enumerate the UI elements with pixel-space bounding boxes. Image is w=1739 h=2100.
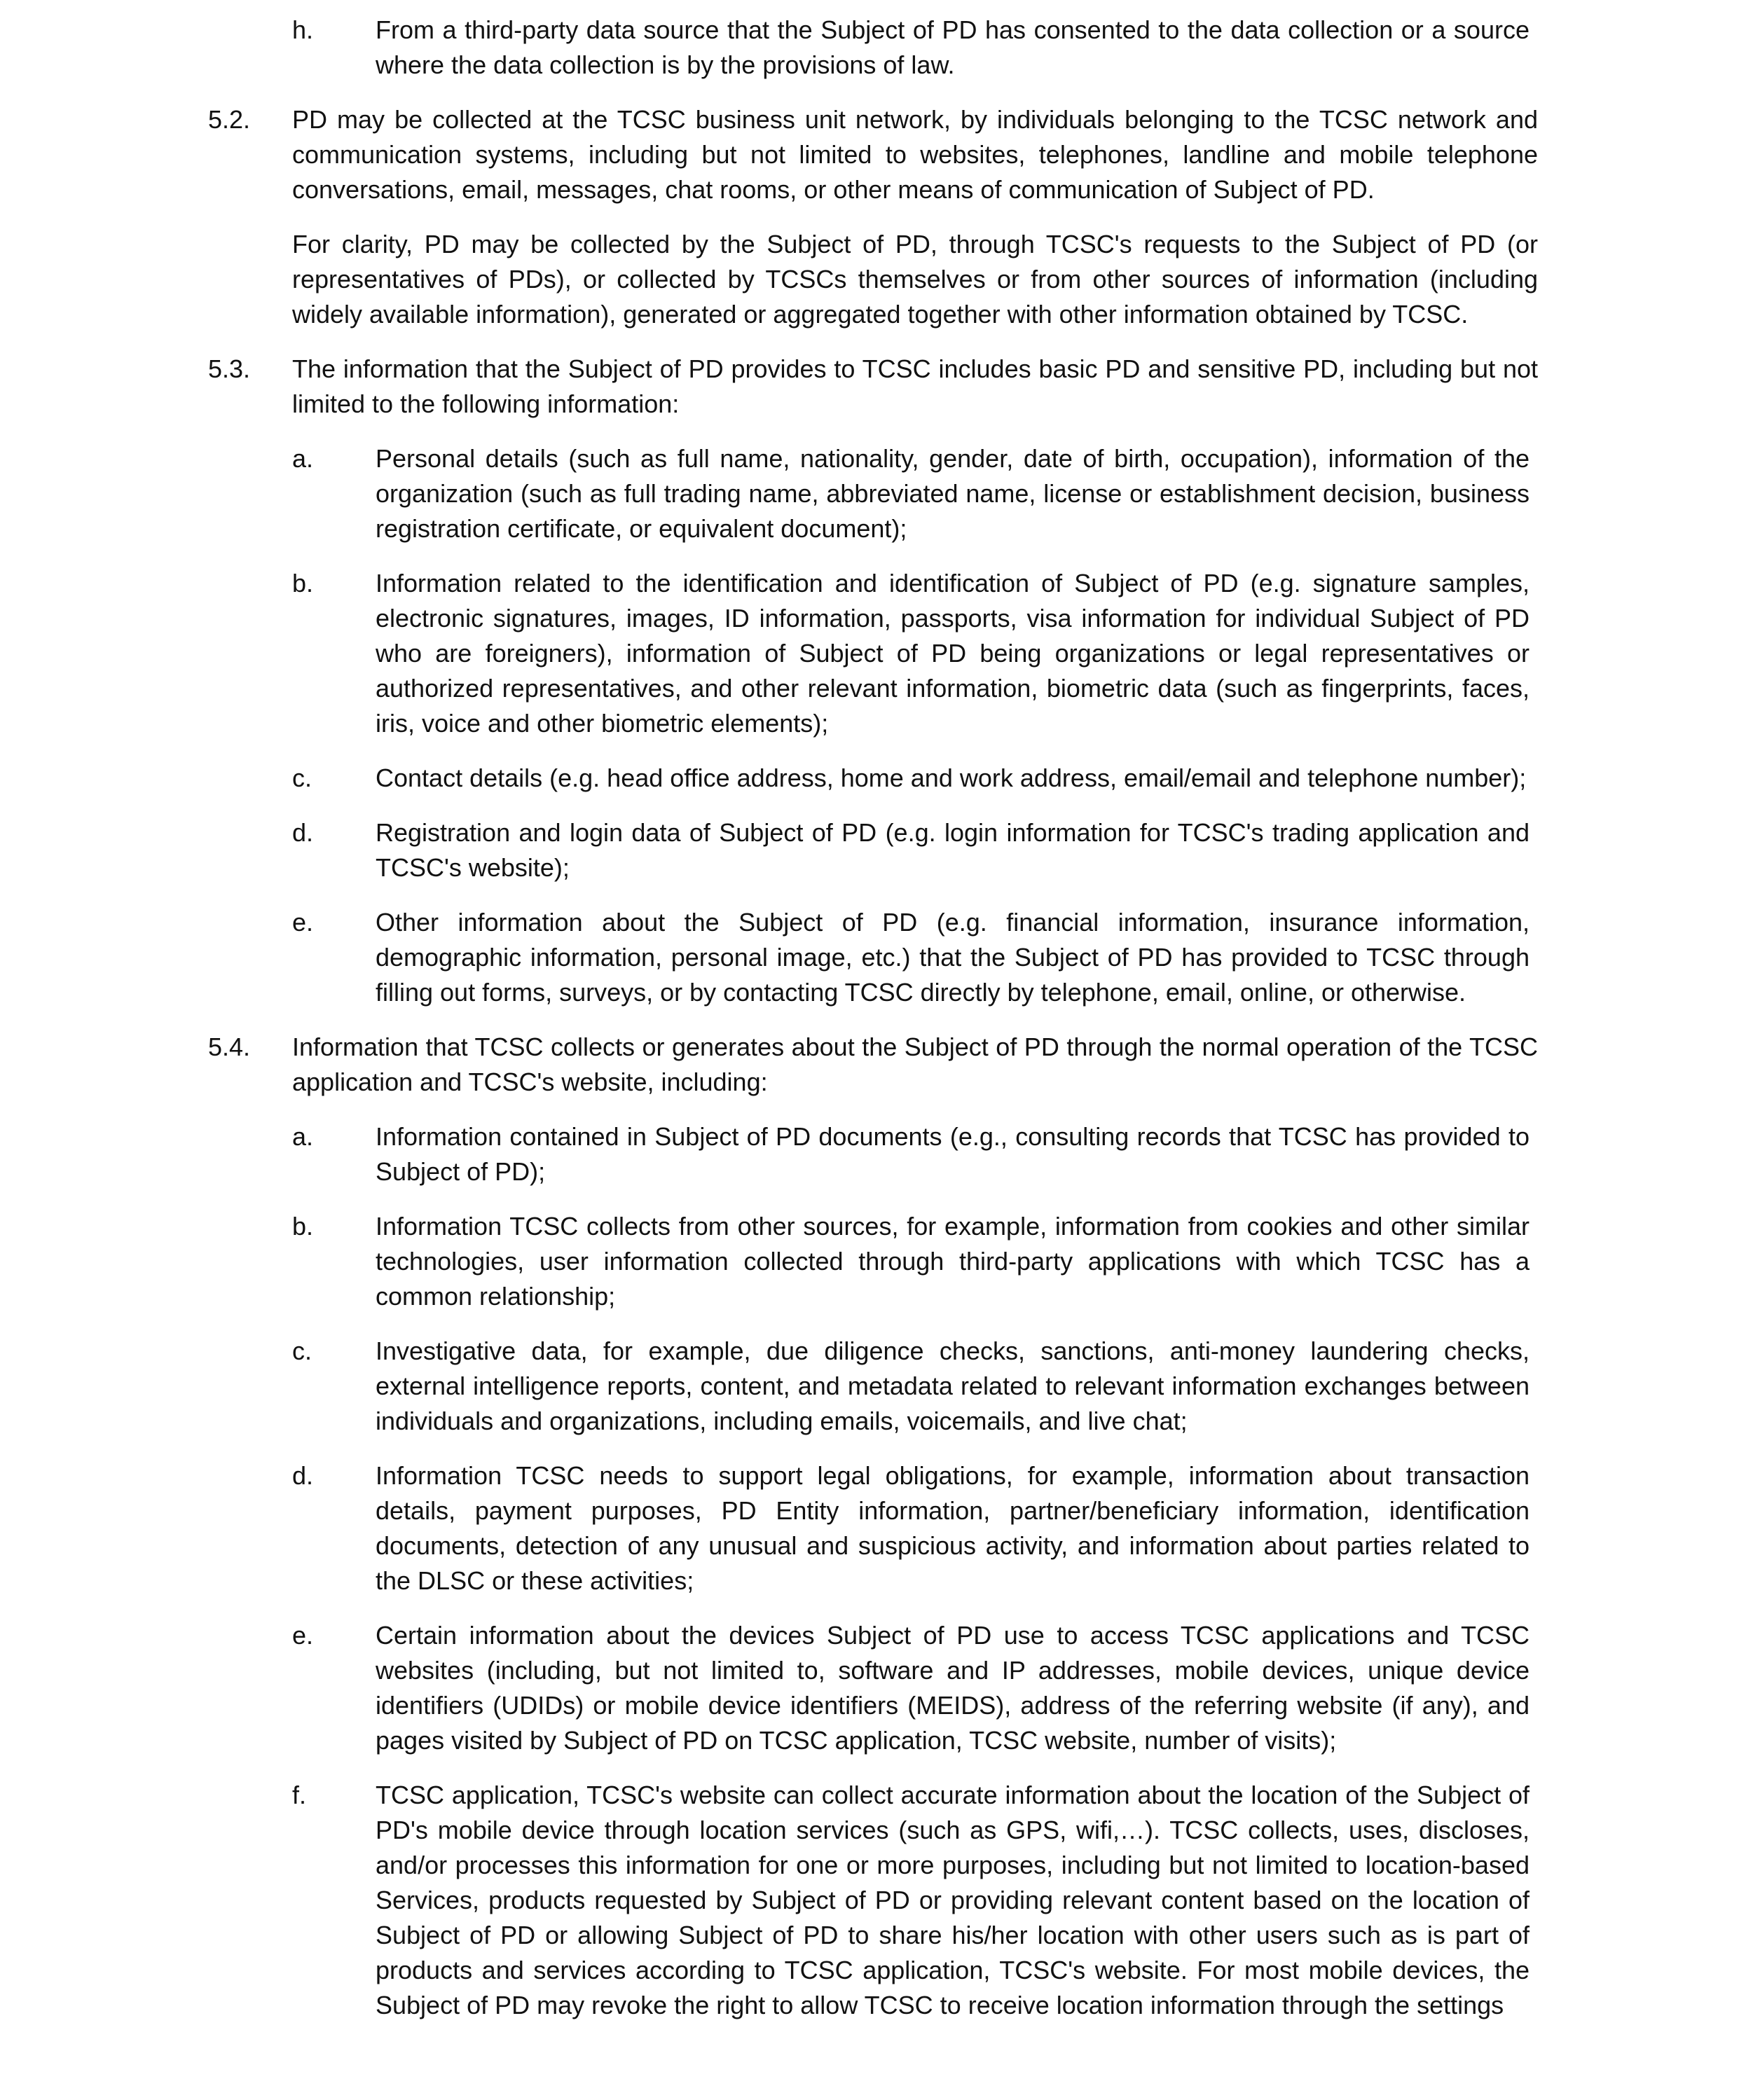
item-letter: f. (292, 1781, 307, 1809)
item-text: Certain information about the devices Subject of PD use to access TCSC applications and TCSC websites (including, but not limited to, software and IP addresses, mobile devices, unique device identifiers (UDIDs) or mobile device identifiers (MEIDS), address of the referring website (if any), and pages visited by Subject of PD on TCSC application, TCSC website, number of visits); (376, 1621, 1530, 1755)
item-text: Investigative data, for example, due diligence checks, sanctions, anti-money laundering checks, external intelligence reports, content, and metadata related to relevant information exchanges between individuals and organizations, including emails, voicemails, and live chat; (376, 1336, 1530, 1435)
paragraph: PD may be collected at the TCSC business unit network, by individuals belonging to the TCSC network and communication systems, including but not limited to websites, telephones, landline and mobile telephone conversations, email, messages, chat rooms, or other means of communication of Subject of PD. (292, 105, 1538, 204)
list-item (292, 905, 1530, 1010)
item-letter: c. (292, 1336, 312, 1365)
item-text: Registration and login data of Subject of PD (e.g. login information for TCSC's trading application and TCSC's website); (376, 818, 1530, 882)
item-text: Information TCSC needs to support legal obligations, for example, information about transaction details, payment purposes, PD Entity information, partner/beneficiary information, identification documents, detection of any unusual and suspicious activity, and information about parties related to the DLSC or these activities; (376, 1461, 1530, 1595)
item-letter: a. (292, 1122, 314, 1151)
list-item (292, 13, 1530, 83)
item-letter: b. (292, 569, 314, 597)
section-number: 5.3. (208, 354, 251, 383)
item-letter: b. (292, 1212, 314, 1241)
item-letter: d. (292, 818, 314, 847)
item-text: Other information about the Subject of PD (e.g. financial information, insurance information, demographic information, personal image, etc.) that the Subject of PD has provided to TCSC through filling out forms, surveys, or by contacting TCSC directly by telephone, email, online, or otherwise. (376, 908, 1530, 1007)
item-text: From a third-party data source that the Subject of PD has consented to the data collection or a source where the data collection is by the provisions of law. (376, 15, 1530, 79)
list-item (292, 1778, 1530, 2023)
section-5-3 (208, 352, 1539, 422)
paragraph: The information that the Subject of PD provides to TCSC includes basic PD and sensitive PD, including but not limited to the following information: (292, 354, 1538, 418)
section-number: 5.4. (208, 1032, 251, 1061)
list-item (292, 761, 1530, 796)
paragraph: For clarity, PD may be collected by the Subject of PD, through TCSC's requests to the Subject of PD (or representatives of PDs), or collected by TCSCs themselves or from other sources of information (including widely available information), generated or aggregated together with other information obtained by TCSC. (292, 230, 1538, 329)
item-text: Personal details (such as full name, nationality, gender, date of birth, occupation), information of the organization (such as full trading name, abbreviated name, license or establishment decision, business registration certificate, or equivalent document); (376, 444, 1530, 543)
list-item (292, 1119, 1530, 1189)
item-text: Information related to the identification and identification of Subject of PD (e.g. signature samples, electronic signatures, images, ID information, passports, visa information for individual Subject of PD who are foreigners), information of Subject of PD being organizations or legal representatives or authorized representatives, and other relevant information, biometric data (such as fingerprints, faces, iris, voice and other biometric elements); (376, 569, 1530, 738)
list-item (292, 1334, 1530, 1439)
list-item (292, 815, 1530, 885)
item-text: TCSC application, TCSC's website can collect accurate information about the location of the Subject of PD's mobile device through location services (such as GPS, wifi,…). TCSC collects, uses, discloses, and/or processes this information for one or more purposes, including but not limited to location-based Services, products requested by Subject of PD or providing relevant content based on the location of Subject of PD or allowing Subject of PD to share his/her location with other users such as is part of products and services according to TCSC application, TCSC's website. For most mobile devices, the Subject of PD may revoke the right to allow TCSC to receive location information through the settings (376, 1781, 1530, 2019)
list-item (292, 566, 1530, 741)
item-letter: h. (292, 15, 314, 44)
item-letter: e. (292, 908, 314, 937)
paragraph: Information that TCSC collects or generates about the Subject of PD through the normal operation of the TCSC application and TCSC's website, including: (292, 1032, 1538, 1096)
section-number: 5.2. (208, 105, 251, 134)
item-letter: c. (292, 764, 312, 792)
section-5-2 (208, 102, 1539, 332)
list-item (292, 1618, 1530, 1758)
item-text: Contact details (e.g. head office address, home and work address, email/email and telephone number); (376, 764, 1527, 792)
section-5-4 (208, 1030, 1539, 1100)
list-item (292, 441, 1530, 546)
list-item (292, 1209, 1530, 1314)
item-text: Information contained in Subject of PD documents (e.g., consulting records that TCSC has provided to Subject of PD); (376, 1122, 1530, 1186)
item-letter: d. (292, 1461, 314, 1490)
item-letter: e. (292, 1621, 314, 1650)
item-text: Information TCSC collects from other sources, for example, information from cookies and other similar technologies, user information collected through third-party applications with which TCSC has a common relationship; (376, 1212, 1530, 1311)
item-letter: a. (292, 444, 314, 473)
list-item (292, 1458, 1530, 1598)
